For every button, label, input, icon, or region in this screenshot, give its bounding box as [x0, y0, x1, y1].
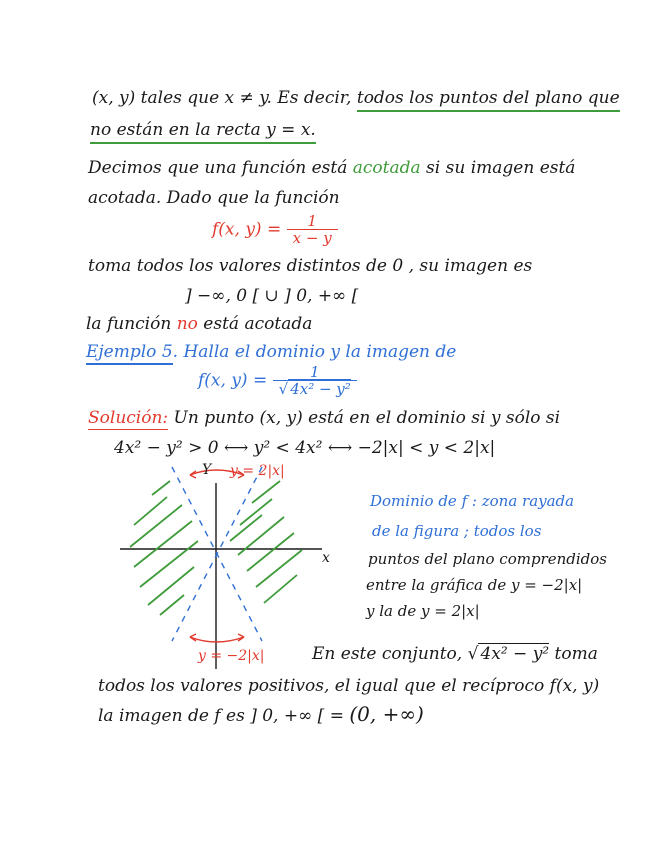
domain-figure [112, 455, 342, 670]
acotada-word: acotada [352, 158, 421, 178]
line-1 [92, 90, 620, 107]
y-axis-label: Y [202, 462, 212, 478]
line-1-text: (x, y) tales que x ≠ y. Es decir, [92, 88, 357, 108]
example-title: Ejemplo 5 [86, 342, 173, 365]
line-4: acotada. Dado que la función [88, 188, 340, 208]
hatched-region-right [230, 481, 302, 603]
formula-f-2: f(x, y) = $\frac{1}{\text{√ 4x² − y²}}$ [198, 365, 357, 397]
fraction-1: $\frac{1}{x - y}$ [287, 214, 338, 246]
bottom-curve-label: y = −2|x| [198, 648, 265, 664]
line-3: Decimos que una función está acotada si su imagen está [88, 158, 576, 178]
hatched-region-left [130, 481, 198, 615]
x-axis-label: x [322, 550, 330, 566]
line-2-underlined: no están en la recta y = x. [90, 120, 316, 144]
formula-f-1: f(x, y) = $\frac{1}{x - y}$ [212, 214, 338, 246]
example-heading: Ejemplo 5. Halla el dominio y la imagen de [86, 344, 456, 361]
conclusion-line-1: En este conjunto, √ 4x² − y² toma [312, 644, 598, 664]
line-1-underlined: todos los puntos del plano que [357, 88, 620, 112]
no-word: no [176, 314, 198, 334]
line-7: la función no está acotada [86, 314, 313, 334]
line-6-image-set: ] −∞, 0 [ ∪ ] 0, +∞ [ [185, 286, 359, 306]
bottom-arrow [190, 637, 244, 642]
inequality-line: 4x² − y² > 0 ⟷ y² < 4x² ⟷ −2|x| < y < 2|x| [114, 438, 496, 458]
conclusion-line-2: todos los valores positivos, el igual que el recíproco f(x, y) [98, 676, 600, 696]
handwritten-notes-page: (x, y) tales que x ≠ y. Es decir, todos los puntos del plano que no están en la recta y = x. Decimos que una función está acotada si su imagen está acotada. Dado que la función f(x, y) = $\frac{1}{x - y}$ toma todos los valores distintos de 0 , su imagen es ] −∞, 0 [ ∪ ] 0, +∞ [ la función no está acotada Ejemplo 5. Halla el dominio y la imagen de f(x, y) = $\frac{1}{\text{√ 4x² − y²}}$ Solución: Un punto (x, y) está en el dominio si y sólo si 4x² − y² > 0 ⟷ y² < 4x² ⟷ −2|x| < y < 2|x| Y y = 2|x| x y = −2|x| Dominio de f : zona rayada de la figura ; todos los puntos del plano comprendidos entre la gráfica de y = −2|x| y la de y = 2|x| En este conjunto, √ 4x² − y² toma todos los valores positivos, el igual que el recíproco f(x, y) la imagen de f es ] 0, +∞ [ = (0, +∞) [86, 88, 620, 726]
line-5: toma todos los valores distintos de 0 , su imagen es [88, 256, 533, 276]
conclusion-line-3: la imagen de f es ] 0, +∞ [ = (0, +∞) [98, 702, 424, 726]
line-2 [90, 122, 316, 139]
solution-line: Solución: Un punto (x, y) está en el dominio si y sólo si [88, 408, 561, 428]
top-curve-label: y = 2|x| [230, 463, 285, 479]
solution-label: Solución: [88, 408, 169, 428]
fraction-2: $\frac{1}{\text{√ 4x² − y²}}$ [273, 365, 357, 397]
